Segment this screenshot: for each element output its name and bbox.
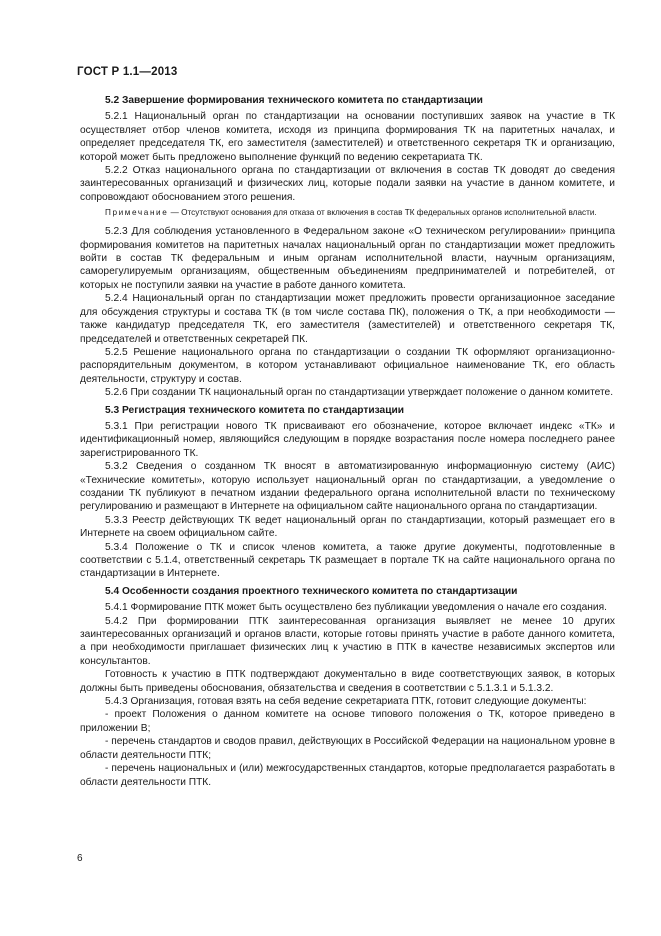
note-text: — Отсутствуют основания для отказа от включения в состав ТК федеральных органов исполнительной власти.: [168, 208, 597, 218]
list-item: - перечень национальных и (или) межгосударственных стандартов, которые предполагается разработать в области деятельности ПТК.: [80, 763, 615, 788]
paragraph: 5.2.6 При создании ТК национальный орган по стандартизации утверждает положение о данном комитете.: [105, 387, 614, 399]
paragraph: 5.2.4 Национальный орган по стандартизации может предложить провести организационное заседание для обсуждения структуры и состава ТК (в том числе состава ПК), положения о ТК, а при необходимости — также кандидатур председателя ТК, его заместителя (заместителей) и ответственного секретаря ТК, председателей и ответственных секретарей ПК.: [80, 293, 615, 345]
paragraph: 5.3.3 Реестр действующих ТК ведет национальный орган по стандартизации, который размещает его в Интернете на своем официальном сайте.: [80, 514, 615, 540]
paragraph: 5.2.3 Для соблюдения установленного в Федеральном законе «О техническом регулировании» принципа формирования комитетов на паритетных началах национальный орган по стандартизации может предложить войти в состав ТК федеральным и иным органам исполнительной власти, научным организациям, саморегулируемым организациям, общественным объединениям предпринимателей и потребителей, от которых не поступили заявки на участие в работе данного комитета.: [80, 226, 615, 291]
document-body: [80, 94, 615, 789]
paragraph: 5.2.1 Национальный орган по стандартизации на основании поступивших заявок на участие в ТК осуществляет отбор членов комитета, исходя из принципа формирования ТК на паритетных началах, и определяет председателя ТК, его заместителя (заместителей) и ответственного секретаря ТК и организацию, которой может быть предложено выполнение функций по ведению секретариата ТК.: [80, 111, 615, 163]
paragraph: 5.3.2 Сведения о созданном ТК вносят в автоматизированную информационную систему (АИС) «Технические комитеты», которую использует национальный орган по стандартизации, а уведомление о создании ТК публикуют в печатном издании федерального органа исполнительной власти по техническому регулированию и размещают в Интернете на официальном сайте национального органа по стандартизации.: [80, 461, 615, 513]
paragraph: 5.4.2 При формировании ПТК заинтересованная организация выявляет не менее 10 других заинтересованных организаций и органов власти, которые готовы принять участие в работе данного комитета, а при необходимости приглашает физических лиц к участию в ПТК в качестве независимых экспертов или консультантов.: [80, 615, 615, 667]
section-heading: 5.4 Особенности создания проектного технического комитета по стандартизации: [105, 585, 518, 597]
list-item: - перечень стандартов и сводов правил, действующих в Российской Федерации на национальном уровне в области деятельности ПТК;: [80, 736, 615, 761]
section-heading: 5.3 Регистрация технического комитета по стандартизации: [105, 404, 405, 416]
page-number: 6: [77, 853, 83, 864]
section-heading: 5.2 Завершение формирования технического комитета по стандартизации: [105, 95, 483, 106]
paragraph: 5.2.2 Отказ национального органа по стандартизации от включения в состав ТК доводят до сведения заинтересованных организаций и физических лиц, которые подали заявки на участие в данном комитете, и сопровождают обоснованием этого решения.: [80, 165, 615, 203]
note-label: Примечание: [105, 208, 169, 218]
note: [80, 207, 615, 219]
paragraph: 5.4.3 Организация, готовая взять на себя ведение секретариата ПТК, готовит следующие документы:: [105, 696, 587, 708]
paragraph: 5.4.1 Формирование ПТК может быть осуществлено без публикации уведомления о начале его создания.: [105, 602, 607, 614]
paragraph: 5.3.4 Положение о ТК и список членов комитета, а также другие документы, подготовленные в соответствии с 5.1.4, ответственный секретарь ТК размещает в портале ТК на сайте национального органа по стандартизации в Интернете.: [80, 541, 615, 580]
paragraph: Готовность к участию в ПТК подтверждают документально в виде соответствующих заявок, в которых должны быть приведены обоснования, обязательства и сведения в соответствии с 5.1.3.1 и 5.1.3.2.: [80, 669, 615, 694]
paragraph: 5.3.1 При регистрации нового ТК присваивают его обозначение, которое включает индекс «ТК» и идентификационный номер, являющийся следующим в порядке возрастания после номера последнего ранее зарегистрированного ТК.: [80, 420, 615, 459]
list-item: - проект Положения о данном комитете на основе типового положения о ТК, которое приведено в приложении В;: [80, 709, 615, 734]
paragraph: 5.2.5 Решение национального органа по стандартизации о создании ТК оформляют организационно-распорядительным документом, в котором устанавливают официальное наименование ТК, его область деятельности, структуру и состав.: [80, 346, 615, 385]
standard-header: ГОСТ Р 1.1—2013: [77, 66, 178, 78]
